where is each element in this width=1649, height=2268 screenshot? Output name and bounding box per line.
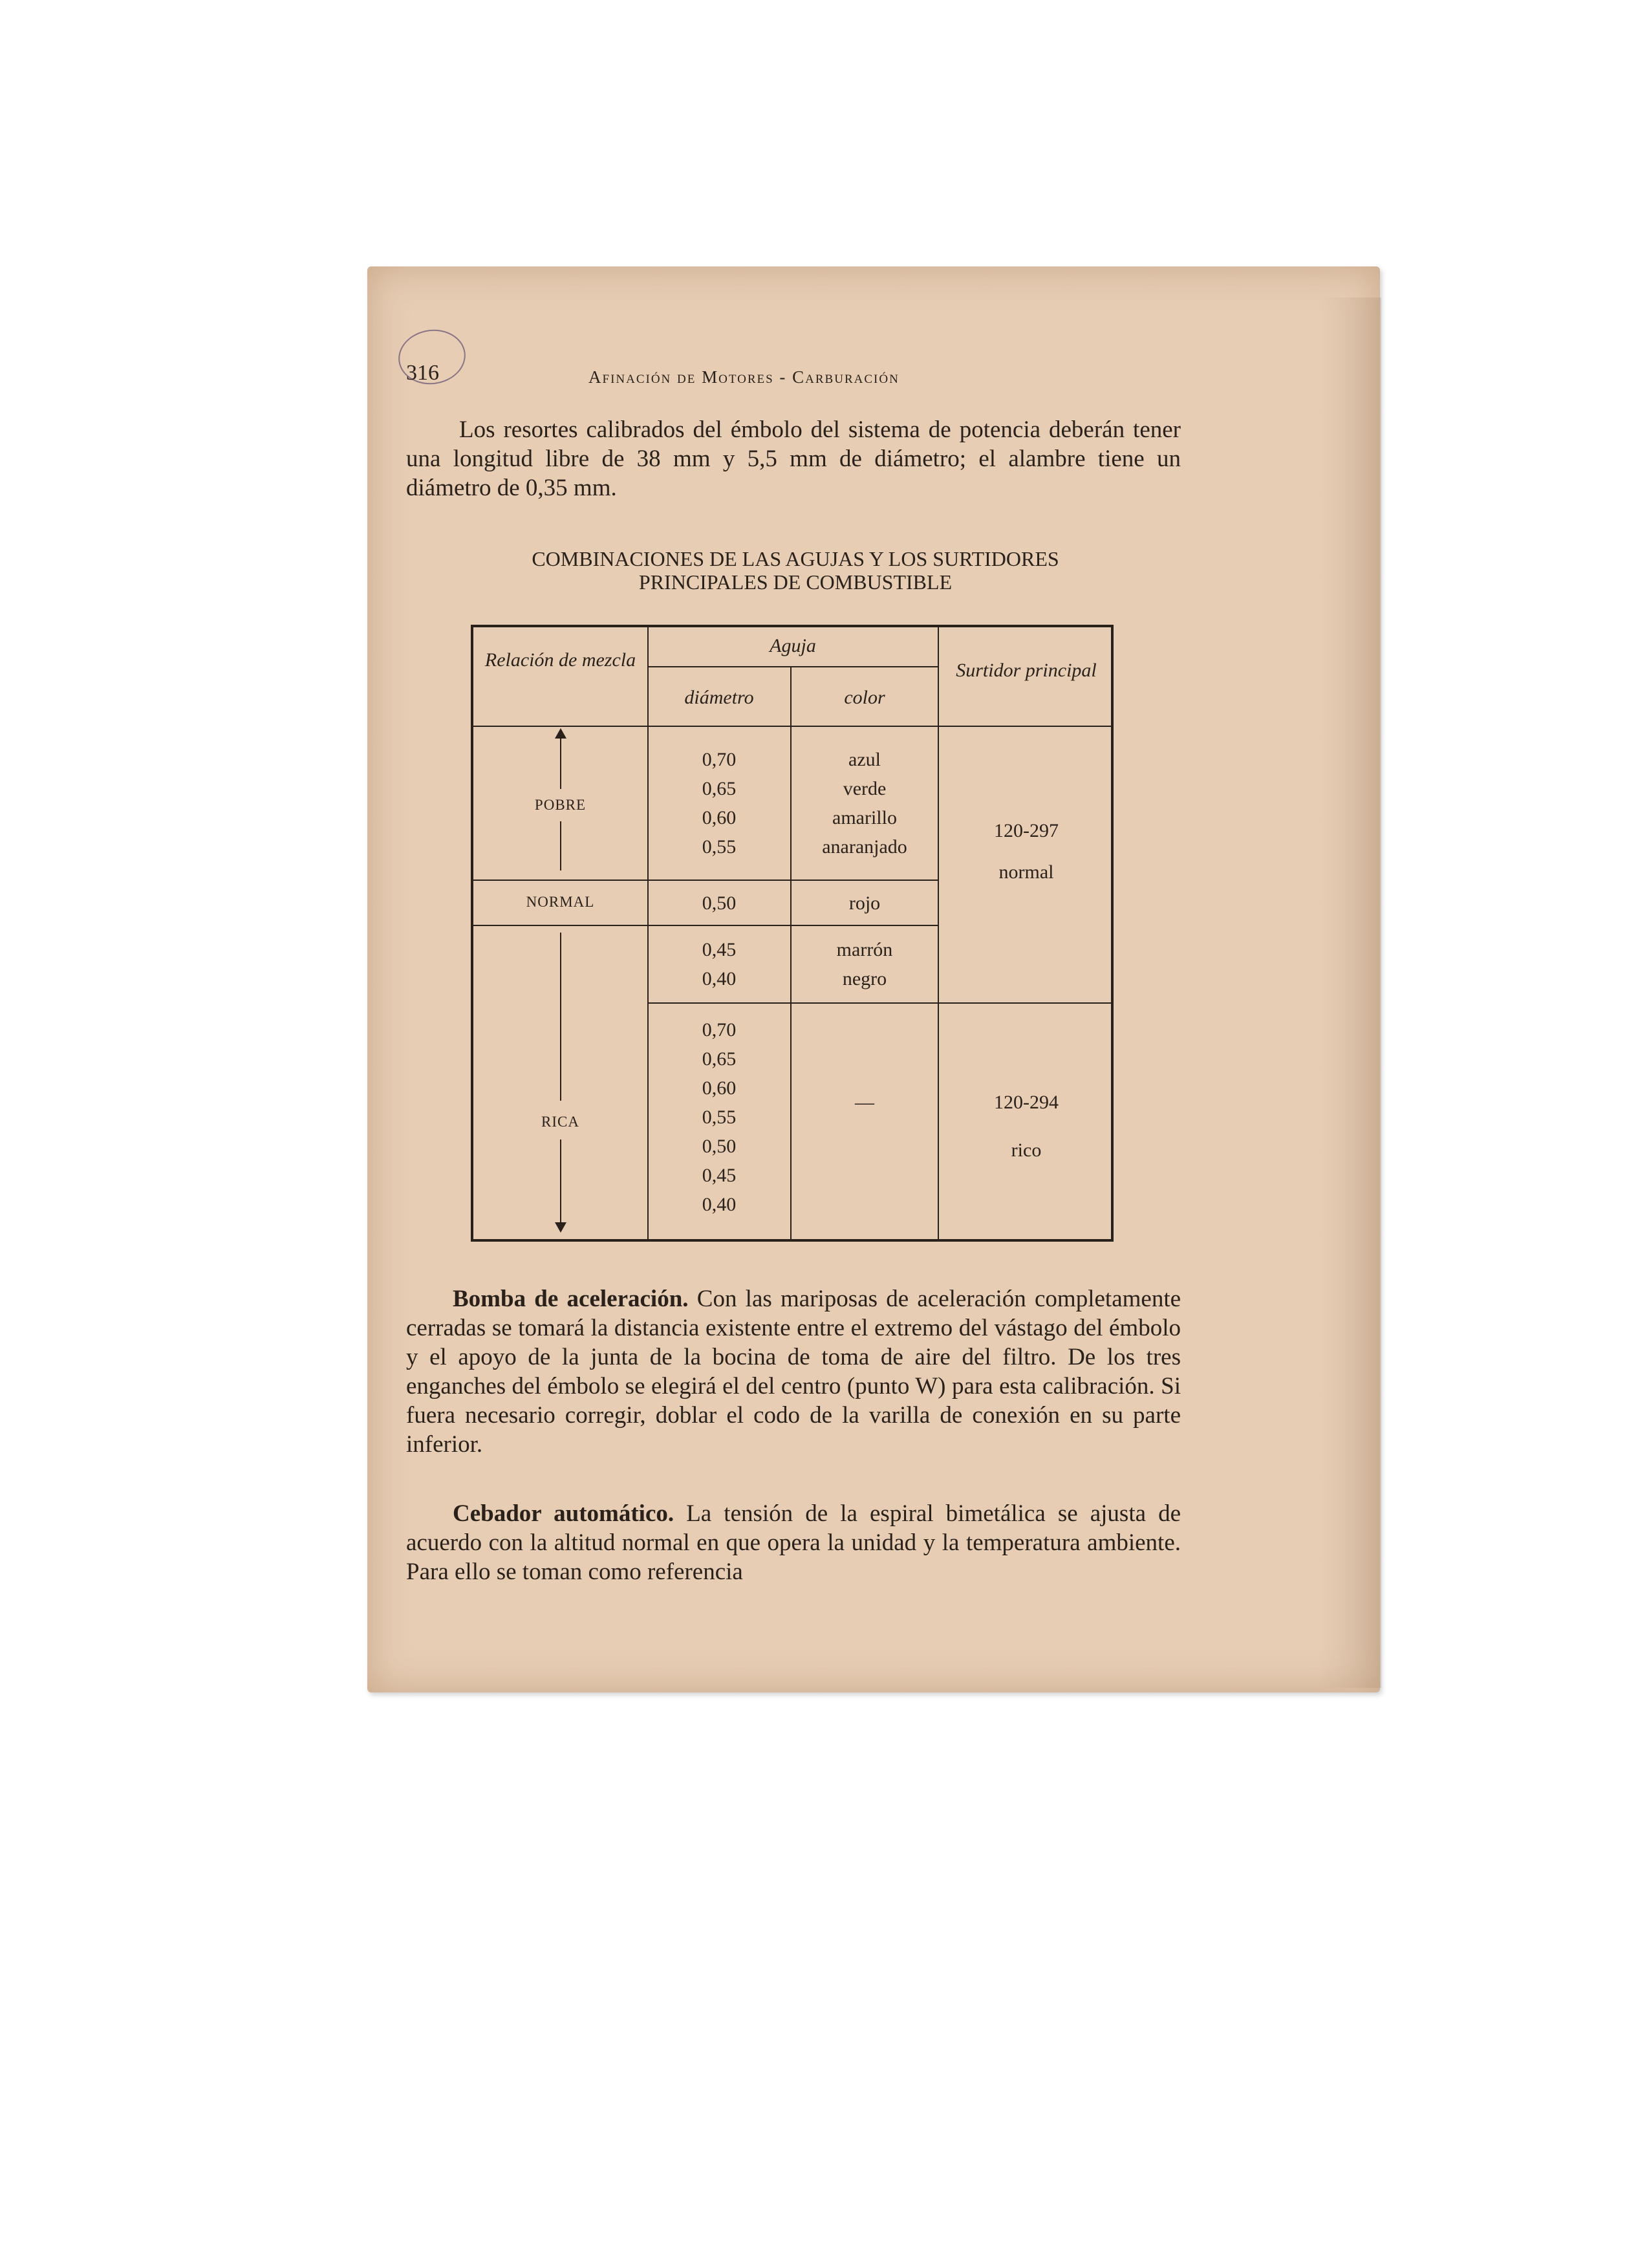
cebador-heading: Cebador automático. (453, 1500, 674, 1527)
running-title: Afinación de Motores - Carburación (588, 367, 900, 387)
paragraph-cebador (406, 1499, 1181, 1586)
header-color: color (844, 687, 885, 708)
arrow-line-icon (560, 821, 561, 870)
header-rule (473, 726, 1114, 727)
pobre-diametros: 0,70 0,65 0,60 0,55 (702, 749, 737, 858)
label-pobre: POBRE (534, 797, 587, 813)
pobre-colores: azul verde amarillo anaranjado (822, 749, 907, 858)
normal-rica-rule (473, 925, 938, 926)
header-surtidor: Surtidor principal (956, 660, 1097, 681)
aguja-sub-rule (648, 666, 939, 667)
intro-paragraph: Los resortes calibrados del émbolo del sistema de potencia deberán tener una longitud libre de 38 mm y 5,5 mm de diámetro; el alambre tiene un diámetro de 0,35 mm. (406, 416, 1181, 501)
rica-a-diametros: 0,45 0,40 (702, 939, 737, 989)
table-title (453, 547, 1138, 594)
pobre-normal-rule (473, 880, 938, 881)
bomba-heading: Bomba de aceleración. (453, 1286, 689, 1312)
rica-b-diametros: 0,70 0,65 0,60 0,55 0,50 0,45 0,40 (702, 1019, 737, 1215)
surtidor-rico-code: 120-294 (994, 1092, 1059, 1113)
table-title-line-2: PRINCIPALES DE COMBUSTIBLE (638, 570, 953, 594)
arrow-line-icon (560, 933, 561, 1101)
label-normal: NORMAL (526, 894, 595, 910)
table-title-line-1: COMBINACIONES DE LAS AGUJAS Y LOS SURTIDORES (532, 547, 1059, 570)
arrow-up-icon (560, 737, 561, 789)
label-rica: RICA (541, 1114, 579, 1130)
needle-jet-table (471, 625, 1114, 1242)
surtidor-rico-label: rico (1011, 1139, 1042, 1161)
bomba-text: Con las mariposas de aceleración completamente cerradas se tomará la distancia existente entre el extremo del vástago del émbolo y el apoyo de la junta de la bocina de toma de aire del filtro. De los tres enganches del émbolo se elegirá el del centro (punto W) para esta calibración. Si fuera necesario corregir, doblar el codo de la varilla de conexión en su parte inferior. (406, 1286, 1181, 1458)
normal-diametro: 0,50 (702, 892, 737, 914)
header-diametro: diámetro (684, 687, 754, 708)
rica-b-color: — (855, 1092, 874, 1113)
header-aguja: Aguja (770, 635, 816, 656)
rica-a-colores: marrón negro (836, 939, 893, 989)
header-relacion: Relación de mezcla (484, 649, 636, 671)
arrow-down-icon (560, 1139, 561, 1224)
surtidor-normal-label: normal (998, 861, 1054, 883)
paragraph-bomba (406, 1284, 1181, 1459)
surtidor-normal-code: 120-297 (994, 820, 1059, 841)
cebador-text: La tensión de la espiral bimetálica se ajusta de acuerdo con la altitud normal en que opera la unidad y la temperatura ambiente. Para ello se toman como referencia (406, 1500, 1181, 1585)
page-number: 316 (406, 361, 439, 385)
rica-split-rule (648, 1002, 1114, 1004)
normal-color: rojo (848, 892, 881, 914)
page-edge-shadow (1319, 297, 1381, 1688)
